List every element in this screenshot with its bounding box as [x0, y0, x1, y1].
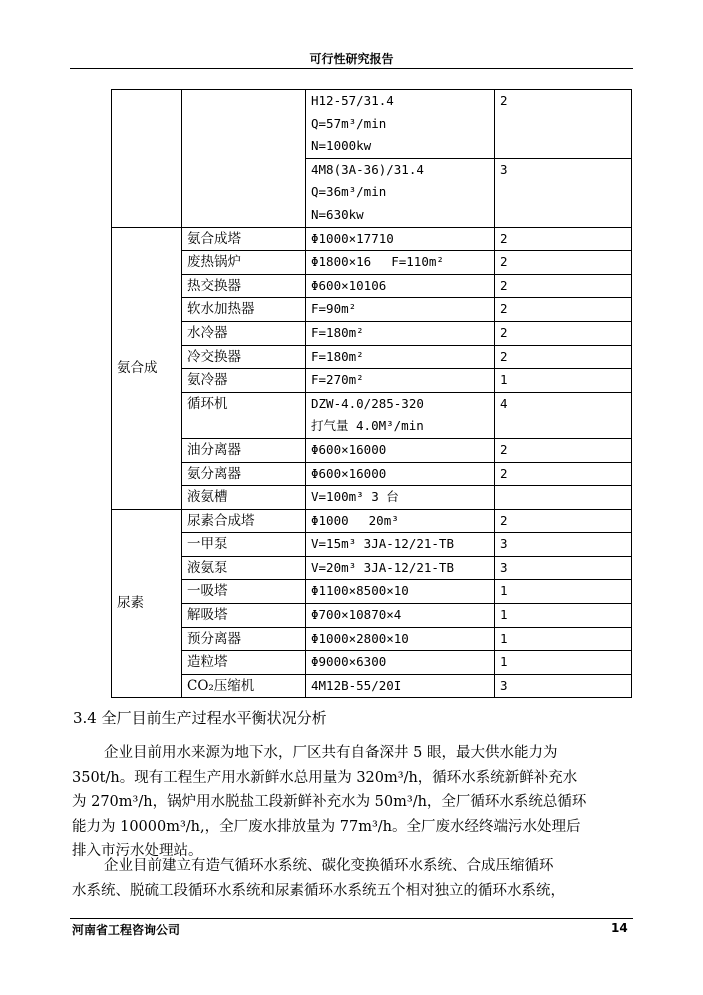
table-row — [112, 509, 632, 533]
table-row — [112, 345, 632, 369]
cell-line: H12-57/31.4 — [311, 93, 394, 108]
equipment-name-cell: 循环机 — [182, 392, 306, 438]
spec-cell — [306, 651, 495, 675]
qty-cell: 3 — [495, 533, 632, 557]
equipment-name-cell: 解吸塔 — [182, 604, 306, 628]
equipment-name-cell: 液氨槽 — [182, 486, 306, 510]
table-row — [112, 90, 632, 159]
table-row — [112, 438, 632, 462]
cell-line: F=180m² — [311, 348, 364, 364]
section-cell-empty — [112, 90, 182, 228]
cell-line: Φ1000×2800×10 — [311, 630, 409, 646]
equipment-name-cell: 氨冷器 — [182, 369, 306, 393]
section-name-cell: 尿素 — [112, 509, 182, 698]
qty-cell — [495, 486, 632, 510]
cell-line: F=180m² — [311, 324, 364, 340]
table-row — [112, 556, 632, 580]
table-row — [112, 274, 632, 298]
cell-line: Φ700×10870×4 — [311, 607, 402, 623]
equipment-name-cell: 一吸塔 — [182, 580, 306, 604]
cell-line: V=15m³ 3JA-12/21-TB — [311, 536, 454, 552]
qty-cell: 1 — [495, 627, 632, 651]
equipment-cell-empty — [182, 90, 306, 228]
cell-line: V=20m³ 3JA-12/21-TB — [311, 559, 454, 575]
qty-cell: 2 — [495, 298, 632, 322]
paragraph-line: 350t/h。现有工程生产用水新鲜水总用量为 320m³/h，循环水系统新鲜补充水 — [72, 769, 578, 786]
equipment-name-cell: 软水加热器 — [182, 298, 306, 322]
paragraph-water-source — [72, 741, 634, 864]
cell-line: Φ600×16000 — [311, 441, 387, 457]
table-row — [112, 369, 632, 393]
spec-cell — [306, 298, 495, 322]
qty-cell: 2 — [495, 462, 632, 486]
spec-cell — [306, 345, 495, 369]
paragraph-line: 企业目前用水来源为地下水，厂区共有自备深井 5 眼，最大供水能力为 — [104, 745, 558, 761]
table-row — [112, 298, 632, 322]
spec-cell — [306, 438, 495, 462]
cell-line: Φ1100×8500×10 — [311, 583, 409, 599]
table-row — [112, 227, 632, 251]
spec-cell — [306, 321, 495, 345]
cell-line: Φ600×10106 — [311, 277, 387, 293]
cell-line: Q=36m³/min — [311, 184, 387, 200]
cell-line: 4M12B-55/20I — [311, 677, 402, 693]
cell-line: N=630kw — [311, 206, 364, 222]
qty-cell: 2 — [495, 321, 632, 345]
spec-cell — [306, 158, 495, 227]
table-row — [112, 392, 632, 438]
spec-cell — [306, 392, 495, 438]
spec-cell — [306, 251, 495, 275]
spec-cell — [306, 462, 495, 486]
spec-cell — [306, 556, 495, 580]
paragraph-line: 排入市污水处理站。 — [72, 843, 203, 859]
cell-line: Φ1000×17710 — [311, 230, 394, 246]
spec-cell — [306, 90, 495, 159]
spec-cell — [306, 580, 495, 604]
cell-line: 打气量 4.0M³/min — [311, 418, 424, 434]
qty-cell: 1 — [495, 651, 632, 675]
qty-cell: 2 — [495, 227, 632, 251]
equipment-name-cell: 液氨泵 — [182, 556, 306, 580]
table-row — [112, 462, 632, 486]
equipment-name-cell: 预分离器 — [182, 627, 306, 651]
table-row — [112, 604, 632, 628]
equipment-name-cell: 氨分离器 — [182, 462, 306, 486]
qty-cell: 3 — [495, 158, 632, 227]
spec-cell — [306, 627, 495, 651]
qty-cell: 1 — [495, 580, 632, 604]
cell-line: Φ1000 20m³ — [311, 512, 399, 528]
table-row — [112, 627, 632, 651]
equipment-name-cell: 油分离器 — [182, 438, 306, 462]
cell-line: V=100m³ 3 台 — [311, 489, 399, 505]
paragraph-line: 企业目前建立有造气循环水系统、碳化变换循环水系统、合成压缩循环 — [104, 858, 554, 874]
table-row — [112, 321, 632, 345]
equipment-name-cell: 水冷器 — [182, 321, 306, 345]
equipment-name-cell: CO₂压缩机 — [182, 674, 306, 698]
spec-cell — [306, 674, 495, 698]
qty-cell: 2 — [495, 438, 632, 462]
spec-cell — [306, 533, 495, 557]
qty-cell: 3 — [495, 674, 632, 698]
qty-cell: 4 — [495, 392, 632, 438]
section-name-cell: 氨合成 — [112, 227, 182, 509]
paragraph-circulation-systems — [72, 854, 634, 903]
paragraph-line: 为 270m³/h，锅炉用水脱盐工段新鲜补充水为 50m³/h，全厂循环水系统总循环 — [72, 794, 587, 810]
equipment-name-cell: 尿素合成塔 — [182, 509, 306, 533]
paragraph-line: 水系统、脱硫工段循环水系统和尿素循环水系统五个相对独立的循环水系统， — [72, 882, 565, 899]
table-row — [112, 486, 632, 510]
equipment-name-cell: 热交换器 — [182, 274, 306, 298]
equipment-name-cell: 一甲泵 — [182, 533, 306, 557]
qty-cell: 1 — [495, 369, 632, 393]
table-row — [112, 674, 632, 698]
spec-cell — [306, 274, 495, 298]
cell-line: Φ9000×6300 — [311, 654, 387, 670]
cell-line: N=1000kw — [311, 138, 372, 154]
table-row — [112, 251, 632, 275]
page-number: 14 — [611, 921, 628, 935]
equipment-name-cell: 废热锅炉 — [182, 251, 306, 275]
equipment-name-cell: 氨合成塔 — [182, 227, 306, 251]
footer-rule — [70, 918, 633, 919]
equipment-name-cell: 冷交换器 — [182, 345, 306, 369]
header-rule — [70, 68, 633, 69]
spec-cell — [306, 604, 495, 628]
qty-cell: 2 — [495, 345, 632, 369]
qty-cell: 2 — [495, 251, 632, 275]
paragraph-line: 能力为 10000m³/h,，全厂废水排放量为 77m³/h。全厂废水经终端污水处理后 — [72, 818, 581, 835]
table-row — [112, 580, 632, 604]
cell-line: F=90m² — [311, 301, 357, 317]
cell-line: 4M8(3A-36)/31.4 — [311, 161, 424, 177]
spec-cell — [306, 486, 495, 510]
equipment-name-cell: 造粒塔 — [182, 651, 306, 675]
qty-cell: 2 — [495, 509, 632, 533]
qty-cell: 3 — [495, 556, 632, 580]
equipment-table — [111, 89, 632, 698]
spec-cell — [306, 227, 495, 251]
page-header-title: 可行性研究报告 — [309, 52, 394, 66]
table-row — [112, 533, 632, 557]
section-heading: 3.4 全厂目前生产过程水平衡状况分析 — [73, 709, 327, 727]
cell-line: Φ1800×16 F=110m² — [311, 254, 444, 270]
cell-line: Φ600×16000 — [311, 465, 387, 481]
qty-cell: 2 — [495, 90, 632, 159]
table-row — [112, 651, 632, 675]
spec-cell — [306, 369, 495, 393]
footer-company: 河南省工程咨询公司 — [72, 923, 181, 937]
qty-cell: 2 — [495, 274, 632, 298]
cell-line: Q=57m³/min — [311, 115, 387, 131]
cell-line: DZW-4.0/285-320 — [311, 395, 424, 411]
qty-cell: 1 — [495, 604, 632, 628]
spec-cell — [306, 509, 495, 533]
cell-line: F=270m² — [311, 372, 364, 388]
